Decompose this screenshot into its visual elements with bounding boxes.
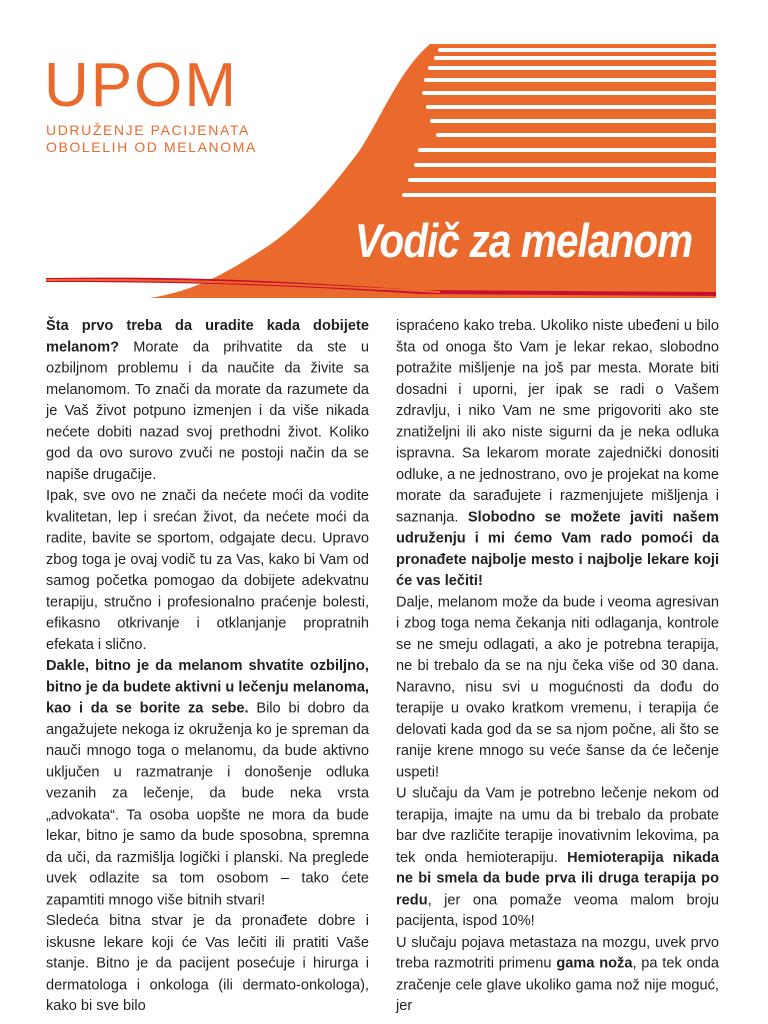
paragraph-8-text: U slučaju pojava metastaza na mozgu, uvek prvo treba razmotriti primenu [396, 934, 719, 972]
paragraph-8-text-2: , pa tek onda zračenje cele glave ukoliko gama nož nije moguć, jer [396, 955, 719, 1015]
paragraph-5-text: ispraćeno kako treba. Ukoliko niste ubeđeni u bilo šta od onoga što Vam je lekar rekao, slobodno potražite mišljenje na još par mesta. Morate biti dosadni i uporni, jer ipak se radi o Vašem zdravlju, i niko Vam ne sme prigovoriti ako ste znatiželjni ili ako niste sigurni da je neka odluka ispravna. Sa lekarom morate zajednički donositi odluke, a ne jednostrano, ovo je projekat na kome morate da sarađujete i razmenjujete mišljenja i saznanja. [396, 317, 719, 526]
logo-subtitle-line1: UDRUŽENJE PACIJENATA [46, 122, 250, 138]
paragraph-6: Dalje, melanom može da bude i veoma agresivan i zbog toga nema čekanja niti odlaganja, kontrole se ne smeju odlagati, a ako je potrebna terapija, ne bi trebalo da se na nju čeka više od 30 dana. Naravno, nisu svi u mogućnosti da dođu do terapije u ovako kratkom vremenu, i terapija će delovati kada god da se sa njom počne, ali što se ranije krene mnogo su veće šanse da će lečenje uspeti! [396, 594, 719, 781]
paragraph-1-text: Morate da prihvatite da ste u ozbiljnom problemu i da naučite da živite sa melanomom. To znači da morate da razumete da je Vaš život potpuno izmenjen i da više nikada nećete dobiti nazad svoj prethodni život. Koliko god da ovo surovo zvuči ne postoji način da se napiše drugačije. [46, 339, 369, 483]
bold-lead-1: Šta prvo treba da uradite kada dobijete melanom? [46, 317, 369, 356]
paragraph-1 [46, 316, 369, 486]
logo-subtitle [46, 122, 257, 156]
paragraph-8 [396, 932, 719, 1017]
right-column [396, 316, 719, 1018]
bold-lead-3: Dakle, bitno je da melanom shvatite ozbiljno, bitno je da budete aktivni u lečenju melanoma, kao i da se borite za sebe. [46, 658, 369, 717]
paragraph-5 [396, 316, 719, 592]
paragraph-3-text: Bilo bi dobro da angažujete nekoga iz okruženja ko je spreman da nauči mnogo toga o melanomu, da bude aktivno uključen u razmatranje i donošenje odluka vezanih za lečenje, da bude neka vrsta „advokata“. Ta osoba uopšte ne mora da bude lekar, bitno je samo da bude sposobna, spremna da uči, da razmišlja logički i planski. Na preglede uvek odlazite sa tom osobom – tako ćete zapamtiti mnogo više bitnih stvari! [46, 700, 369, 908]
upom-logo [44, 51, 284, 165]
logo-subtitle-line2: OBOLELIH OD MELANOMA [46, 139, 257, 155]
bold-callout: Slobodno se možete javiti našem udruženju i mi ćemo Vam rado pomoći da pronađete najbolje mesto i najbolje lekare koji će vas lečiti! [396, 509, 719, 589]
logo-wordmark: UPOM [44, 51, 238, 120]
bold-gamma-knife: gama noža [556, 955, 633, 972]
page-title: Vodič za melanom [354, 214, 692, 267]
paragraph-4: Sledeća bitna stvar je da pronađete dobre i iskusne lekare koji će Vas lečiti ili pratiti Vaše stanje. Bitno je da pacijent posećuje i hirurga i dermatologa i onkologa (ili dermato-onkologa), kako bi sve bilo [46, 913, 369, 1015]
bold-chemo-warning: Hemioterapija nikada ne bi smela da bude prva ili druga terapija po redu [396, 849, 719, 908]
paragraph-7-text-2: , jer ona pomaže veoma malom broju pacijenta, ispod 10%! [396, 891, 719, 930]
paragraph-3 [46, 656, 369, 911]
paragraph-7-text: U slučaju da Vam je potrebno lečenje nekom od terapija, imajte na umu da bi trebalo da probate bar dve različite terapije inovativnim lekovima, pa tek onda hemioterapiju. [396, 785, 719, 866]
paragraph-2: Ipak, sve ovo ne znači da nećete moći da vodite kvalitetan, lep i srećan život, da nećete moći da radite, bavite se sportom, odgajate decu. Upravo zbog toga je ovaj vodič tu za Vas, kako bi Vam od samog početka pomogao da dobijete adekvatnu terapiju, stručno i profesionalno praćenje bolesti, efikasno otkrivanje i otklanjanje propratnih efekata i slično. [46, 488, 369, 653]
paragraph-7 [396, 784, 719, 933]
left-column [46, 316, 369, 1018]
